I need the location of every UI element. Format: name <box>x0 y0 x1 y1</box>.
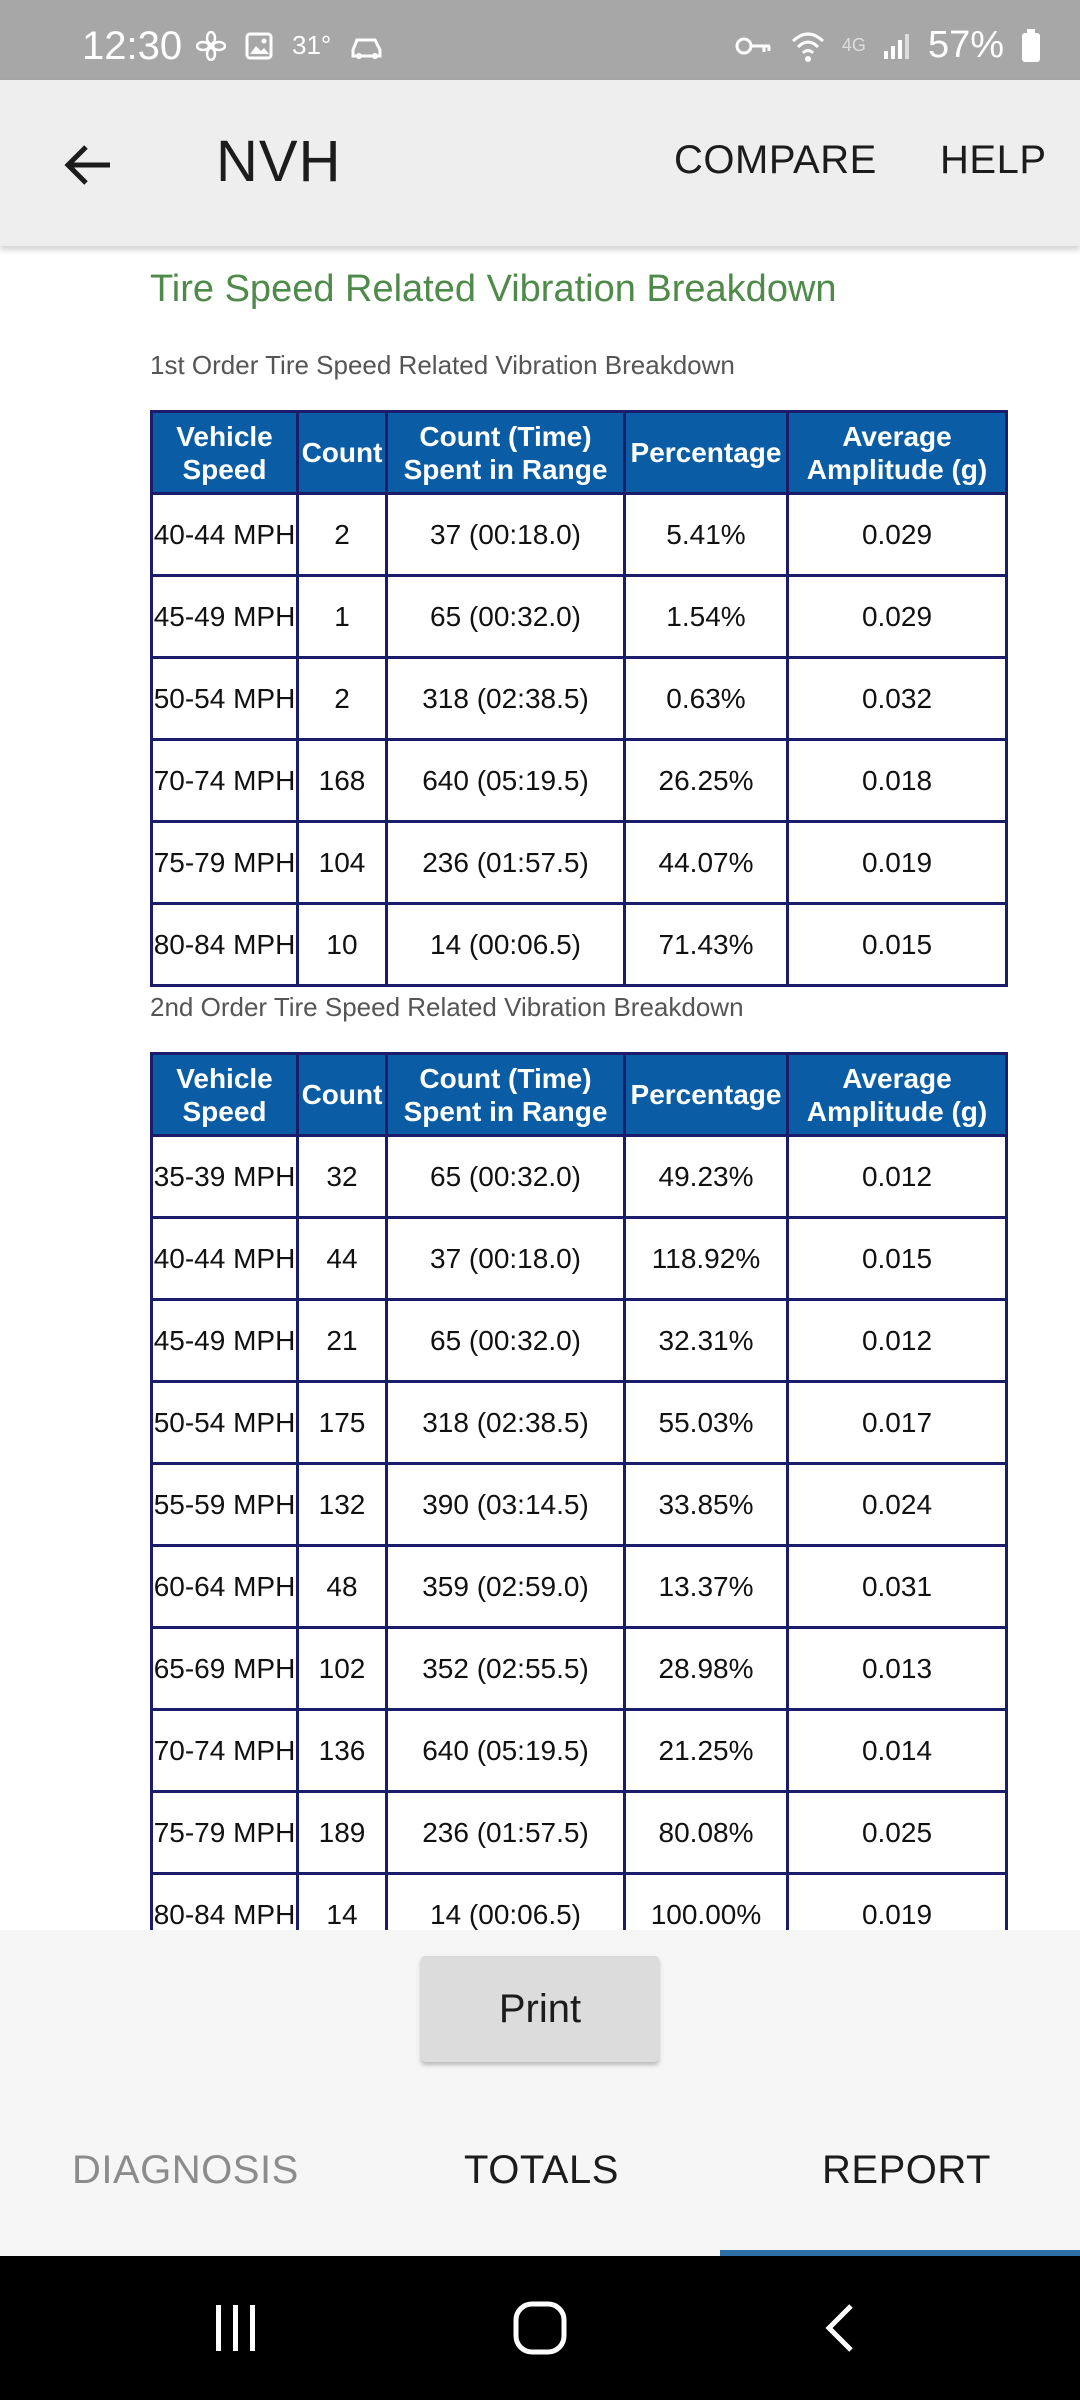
cell-percentage: 13.37% <box>625 1546 788 1628</box>
tab-report[interactable]: REPORT <box>822 2148 991 2192</box>
cell-average-amplitude: 0.029 <box>788 576 1007 658</box>
table-row <box>152 1874 1007 1931</box>
header-vehicle-speed: Vehicle Speed <box>152 412 298 494</box>
arrow-left-icon <box>60 138 114 192</box>
cell-percentage: 80.08% <box>625 1792 788 1874</box>
cell-count: 32 <box>298 1136 387 1218</box>
battery-icon <box>1020 28 1042 64</box>
cell-count-time: 14 (00:06.5) <box>387 904 625 986</box>
header-count-time: Count (Time) Spent in Range <box>387 412 625 494</box>
cell-vehicle-speed: 60-64 MPH <box>152 1546 298 1628</box>
cell-count-time: 65 (00:32.0) <box>387 576 625 658</box>
cell-average-amplitude: 0.017 <box>788 1382 1007 1464</box>
report-title: Tire Speed Related Vibration Breakdown <box>150 268 837 310</box>
cell-average-amplitude: 0.012 <box>788 1300 1007 1382</box>
cell-vehicle-speed: 80-84 MPH <box>152 904 298 986</box>
first-order-table <box>150 410 1008 987</box>
cell-count: 175 <box>298 1382 387 1464</box>
cell-vehicle-speed: 35-39 MPH <box>152 1136 298 1218</box>
table-row <box>152 1710 1007 1792</box>
key-icon <box>734 34 774 58</box>
cell-average-amplitude: 0.018 <box>788 740 1007 822</box>
battery-percent: 57% <box>927 24 1004 66</box>
header-count: Count <box>298 1054 387 1136</box>
cell-percentage: 21.25% <box>625 1710 788 1792</box>
report-content[interactable] <box>0 246 1080 1930</box>
cell-count: 10 <box>298 904 387 986</box>
first-order-subtitle: 1st Order Tire Speed Related Vibration Breakdown <box>150 350 735 380</box>
cell-vehicle-speed: 55-59 MPH <box>152 1464 298 1546</box>
cell-vehicle-speed: 70-74 MPH <box>152 740 298 822</box>
cell-count-time: 359 (02:59.0) <box>387 1546 625 1628</box>
cell-percentage: 5.41% <box>625 494 788 576</box>
print-button[interactable]: Print <box>421 1956 659 2062</box>
cell-average-amplitude: 0.025 <box>788 1792 1007 1874</box>
cell-average-amplitude: 0.015 <box>788 904 1007 986</box>
app-title: NVH <box>216 129 342 194</box>
header-vehicle-speed: Vehicle Speed <box>152 1054 298 1136</box>
table-row <box>152 1464 1007 1546</box>
table-row <box>152 494 1007 576</box>
cell-vehicle-speed: 45-49 MPH <box>152 576 298 658</box>
table-header-row <box>152 1054 1007 1136</box>
cell-vehicle-speed: 75-79 MPH <box>152 1792 298 1874</box>
table-row <box>152 1546 1007 1628</box>
table-row <box>152 1792 1007 1874</box>
cell-count-time: 352 (02:55.5) <box>387 1628 625 1710</box>
cell-count-time: 390 (03:14.5) <box>387 1464 625 1546</box>
header-count: Count <box>298 412 387 494</box>
cell-percentage: 28.98% <box>625 1628 788 1710</box>
network-label: 4G <box>841 35 866 55</box>
cell-count: 44 <box>298 1218 387 1300</box>
second-order-table <box>150 1052 1008 1930</box>
gallery-icon <box>244 31 274 61</box>
cell-percentage: 0.63% <box>625 658 788 740</box>
table-row <box>152 1218 1007 1300</box>
recents-button[interactable] <box>196 2296 276 2360</box>
home-icon <box>510 2298 570 2358</box>
app-bar <box>0 80 1080 246</box>
cell-count: 21 <box>298 1300 387 1382</box>
back-nav-button[interactable] <box>800 2296 880 2360</box>
table-row <box>152 822 1007 904</box>
table-row <box>152 658 1007 740</box>
bottom-tab-bar <box>0 2080 1080 2256</box>
header-average-amplitude: Average Amplitude (g) <box>788 412 1007 494</box>
cell-count-time: 236 (01:57.5) <box>387 1792 625 1874</box>
cell-count-time: 65 (00:32.0) <box>387 1300 625 1382</box>
cell-percentage: 26.25% <box>625 740 788 822</box>
cell-count-time: 318 (02:38.5) <box>387 1382 625 1464</box>
cell-average-amplitude: 0.012 <box>788 1136 1007 1218</box>
cell-average-amplitude: 0.031 <box>788 1546 1007 1628</box>
tab-diagnosis[interactable]: DIAGNOSIS <box>72 2148 299 2192</box>
table-row <box>152 1628 1007 1710</box>
cell-count-time: 37 (00:18.0) <box>387 494 625 576</box>
cell-average-amplitude: 0.013 <box>788 1628 1007 1710</box>
car-icon <box>349 32 385 60</box>
system-nav-bar <box>0 2256 1080 2400</box>
fan-icon <box>196 31 226 61</box>
compare-button[interactable]: COMPARE <box>674 138 877 182</box>
cell-percentage: 118.92% <box>625 1218 788 1300</box>
cell-percentage: 49.23% <box>625 1136 788 1218</box>
cell-average-amplitude: 0.014 <box>788 1710 1007 1792</box>
wifi-icon <box>790 29 826 63</box>
cell-count: 132 <box>298 1464 387 1546</box>
cell-count-time: 318 (02:38.5) <box>387 658 625 740</box>
signal-icon <box>882 31 912 61</box>
cell-count-time: 37 (00:18.0) <box>387 1218 625 1300</box>
cell-average-amplitude: 0.032 <box>788 658 1007 740</box>
print-area <box>0 1930 1080 2080</box>
cell-count-time: 65 (00:32.0) <box>387 1136 625 1218</box>
header-count-time: Count (Time) Spent in Range <box>387 1054 625 1136</box>
table-row <box>152 576 1007 658</box>
cell-vehicle-speed: 75-79 MPH <box>152 822 298 904</box>
cell-count: 48 <box>298 1546 387 1628</box>
chevron-left-icon <box>815 2298 865 2358</box>
cell-count: 136 <box>298 1710 387 1792</box>
table-header-row <box>152 412 1007 494</box>
cell-percentage: 100.00% <box>625 1874 788 1931</box>
cell-count: 1 <box>298 576 387 658</box>
cell-average-amplitude: 0.019 <box>788 822 1007 904</box>
cell-count: 168 <box>298 740 387 822</box>
table-row <box>152 1382 1007 1464</box>
cell-vehicle-speed: 45-49 MPH <box>152 1300 298 1382</box>
second-order-subtitle: 2nd Order Tire Speed Related Vibration Breakdown <box>150 992 744 1022</box>
table-row <box>152 904 1007 986</box>
table-row <box>152 1136 1007 1218</box>
cell-count-time: 640 (05:19.5) <box>387 740 625 822</box>
cell-count-time: 640 (05:19.5) <box>387 1710 625 1792</box>
temperature-label: 31° <box>292 30 332 60</box>
cell-count-time: 236 (01:57.5) <box>387 822 625 904</box>
header-percentage: Percentage <box>625 412 788 494</box>
cell-count: 2 <box>298 658 387 740</box>
cell-vehicle-speed: 80-84 MPH <box>152 1874 298 1931</box>
header-average-amplitude: Average Amplitude (g) <box>788 1054 1007 1136</box>
cell-count: 102 <box>298 1628 387 1710</box>
recents-icon <box>206 2301 266 2355</box>
cell-percentage: 1.54% <box>625 576 788 658</box>
cell-vehicle-speed: 40-44 MPH <box>152 1218 298 1300</box>
cell-count-time: 14 (00:06.5) <box>387 1874 625 1931</box>
help-button[interactable]: HELP <box>940 138 1047 182</box>
cell-percentage: 55.03% <box>625 1382 788 1464</box>
home-button[interactable] <box>500 2296 580 2360</box>
cell-average-amplitude: 0.024 <box>788 1464 1007 1546</box>
status-bar <box>0 0 1080 80</box>
back-button[interactable] <box>52 130 122 200</box>
cell-average-amplitude: 0.019 <box>788 1874 1007 1931</box>
cell-count: 104 <box>298 822 387 904</box>
cell-vehicle-speed: 50-54 MPH <box>152 1382 298 1464</box>
table-row <box>152 1300 1007 1382</box>
tab-totals[interactable]: TOTALS <box>464 2148 619 2192</box>
table-row <box>152 740 1007 822</box>
cell-percentage: 44.07% <box>625 822 788 904</box>
cell-count: 14 <box>298 1874 387 1931</box>
status-time: 12:30 <box>82 24 183 68</box>
cell-vehicle-speed: 65-69 MPH <box>152 1628 298 1710</box>
cell-percentage: 33.85% <box>625 1464 788 1546</box>
cell-percentage: 71.43% <box>625 904 788 986</box>
status-right-icons <box>734 24 1042 67</box>
status-left-icons <box>196 30 385 61</box>
cell-average-amplitude: 0.015 <box>788 1218 1007 1300</box>
cell-average-amplitude: 0.029 <box>788 494 1007 576</box>
cell-percentage: 32.31% <box>625 1300 788 1382</box>
cell-vehicle-speed: 40-44 MPH <box>152 494 298 576</box>
header-percentage: Percentage <box>625 1054 788 1136</box>
cell-vehicle-speed: 70-74 MPH <box>152 1710 298 1792</box>
cell-count: 2 <box>298 494 387 576</box>
cell-count: 189 <box>298 1792 387 1874</box>
cell-vehicle-speed: 50-54 MPH <box>152 658 298 740</box>
